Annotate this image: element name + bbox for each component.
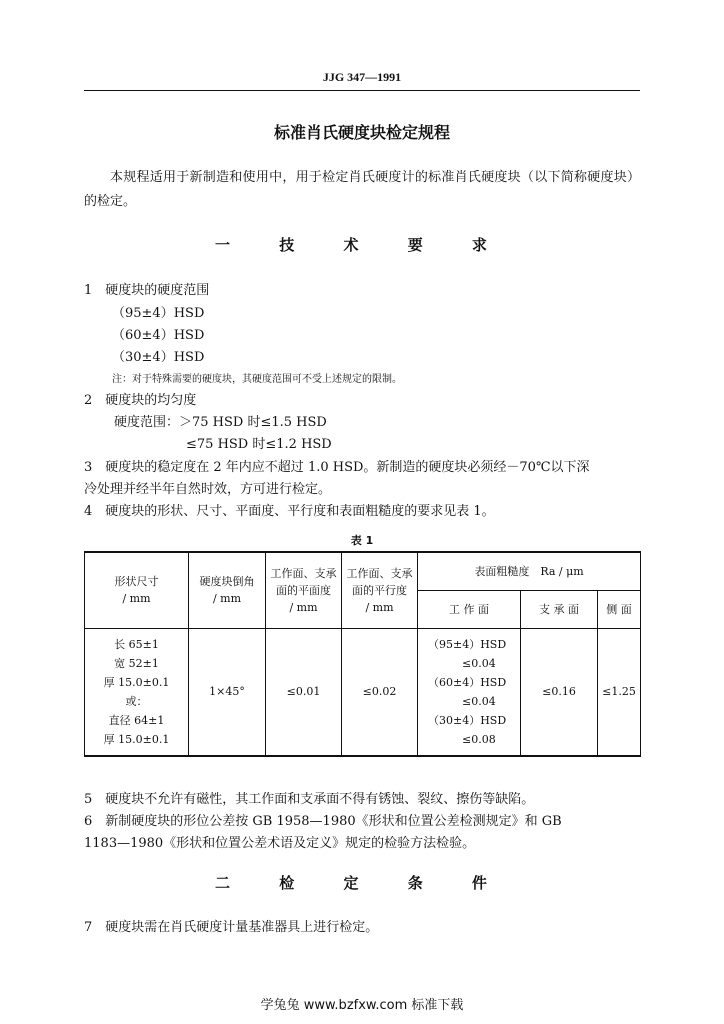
item-3-line-2: 冷处理并经半年自然时效，方可进行检定。 [84, 482, 332, 497]
item-2-line-b: ≤75 HSD 时≤1.2 HSD [186, 437, 332, 452]
header-side-surface: 侧 面 [598, 590, 641, 628]
cell-support-surface-roughness: ≤0.16 [521, 628, 598, 756]
cell-parallelism: ≤0.02 [342, 628, 418, 756]
spec-table [84, 551, 641, 757]
item-1-range-1: （95±4）HSD [112, 306, 205, 321]
cell-chamfer: 1×45° [189, 628, 266, 756]
item-6-line-2: 1183—1980《形状和位置公差术语及定义》规定的检验方法检验。 [84, 836, 476, 851]
section-title-verification-conditions: 二 检 定 条 件 [215, 874, 509, 892]
cell-work-surface-roughness: （95±4）HSD ≤0.04 （60±4）HSD ≤0.04 （30±4）HSD ≤0.08 [418, 628, 521, 756]
document-title: 标准肖氏硬度块检定规程 [273, 123, 450, 142]
item-6-line-1: 6 新制硬度块的形位公差按 GB 1958—1980《形状和位置公差检测规定》和 GB [84, 814, 562, 829]
cell-side-surface-roughness: ≤1.25 [598, 628, 641, 756]
item-2: 2 硬度块的均匀度 [84, 393, 197, 408]
header-shape: 形状尺寸 / mm [85, 552, 189, 628]
footer-watermark: 学兔兔 www.bzfxw.com 标准下载 [260, 998, 464, 1013]
item-4: 4 硬度块的形状、尺寸、平面度、平行度和表面粗糙度的要求见表 1。 [84, 504, 495, 519]
section-title-technical-requirements: 一 技 术 要 求 [215, 236, 509, 254]
header-roughness: 表面粗糙度 Ra / μm [418, 552, 641, 590]
item-1-range-2: （60±4）HSD [112, 328, 205, 343]
item-1-note: 注：对于特殊需要的硬度块，其硬度范围可不受上述规定的限制。 [112, 374, 402, 385]
cell-shape-dimensions: 长 65±1 宽 52±1 厚 15.0±0.1 或： 直径 64±1 厚 15.0±0.1 [85, 628, 189, 756]
intro-paragraph: 本规程适用于新制造和使用中，用于检定肖氏硬度计的标准肖氏硬度块（以下简称硬度块）的检定。 [84, 170, 640, 209]
header-support-surface: 支 承 面 [521, 590, 598, 628]
item-1: 1 硬度块的硬度范围 [84, 283, 210, 298]
header-rule [84, 90, 640, 91]
table-caption: 表 1 [350, 534, 374, 547]
item-3-line-1: 3 硬度块的稳定度在 2 年内应不超过 1.0 HSD。新制造的硬度块必须经－70℃以下深 [84, 460, 590, 475]
item-7: 7 硬度块需在肖氏硬度计量基准器具上进行检定。 [84, 920, 379, 935]
item-2-line-a: 硬度范围：＞75 HSD 时≤1.5 HSD [114, 415, 327, 430]
item-1-range-3: （30±4）HSD [112, 350, 205, 365]
standard-code: JJG 347—1991 [322, 70, 402, 84]
cell-flatness: ≤0.01 [266, 628, 342, 756]
header-flatness: 工作面、支承面的平面度 / mm [266, 552, 342, 628]
header-work-surface: 工 作 面 [418, 590, 521, 628]
item-5: 5 硬度块不允许有磁性，其工作面和支承面不得有锈蚀、裂纹、擦伤等缺陷。 [84, 792, 535, 807]
header-parallelism: 工作面、支承面的平行度 / mm [342, 552, 418, 628]
header-chamfer: 硬度块倒角 / mm [189, 552, 266, 628]
